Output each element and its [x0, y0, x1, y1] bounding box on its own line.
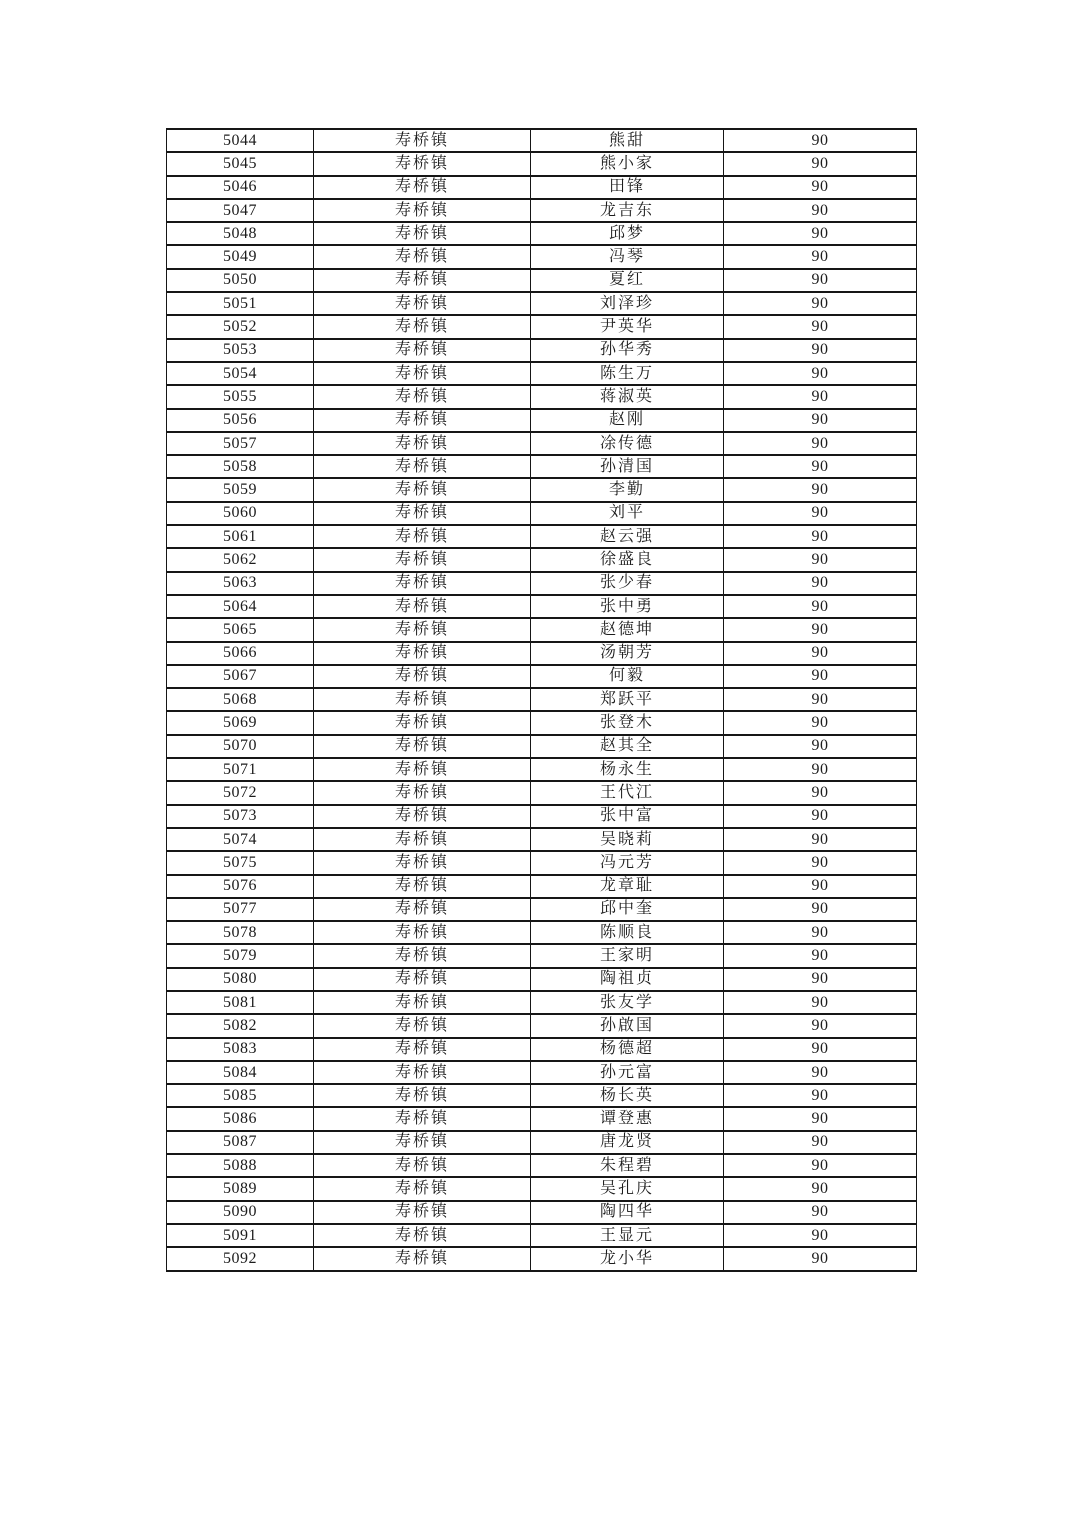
table-row: [167, 1014, 917, 1037]
table-row: [167, 618, 917, 641]
row-id-cell: 5085: [167, 1084, 314, 1107]
row-town-cell: 寿桥镇: [314, 176, 531, 199]
row-score-cell: 90: [724, 944, 917, 967]
row-id-cell: 5059: [167, 478, 314, 501]
row-town-cell: 寿桥镇: [314, 502, 531, 525]
table-row: [167, 1201, 917, 1224]
row-id-cell: 5054: [167, 362, 314, 385]
row-town-cell: 寿桥镇: [314, 1247, 531, 1270]
row-town-cell: 寿桥镇: [314, 758, 531, 781]
row-id-cell: 5074: [167, 828, 314, 851]
row-score-cell: 90: [724, 898, 917, 921]
row-id-cell: 5075: [167, 851, 314, 874]
table-row: [167, 898, 917, 921]
row-id-cell: 5068: [167, 688, 314, 711]
row-score-cell: 90: [724, 129, 917, 152]
row-town-cell: 寿桥镇: [314, 711, 531, 734]
row-id-cell: 5070: [167, 735, 314, 758]
table-row: [167, 245, 917, 268]
row-town-cell: 寿桥镇: [314, 898, 531, 921]
row-town-cell: 寿桥镇: [314, 432, 531, 455]
table-row: [167, 1061, 917, 1084]
row-id-cell: 5079: [167, 944, 314, 967]
row-id-cell: 5081: [167, 991, 314, 1014]
row-name-cell: 王代江: [531, 781, 724, 804]
table-row: [167, 1084, 917, 1107]
table-row: [167, 548, 917, 571]
row-town-cell: 寿桥镇: [314, 781, 531, 804]
row-name-cell: 尹英华: [531, 315, 724, 338]
row-name-cell: 谭登惠: [531, 1107, 724, 1130]
score-table: [166, 128, 917, 1272]
row-name-cell: 孙华秀: [531, 339, 724, 362]
row-id-cell: 5057: [167, 432, 314, 455]
table-row: [167, 478, 917, 501]
table-row: [167, 968, 917, 991]
row-score-cell: 90: [724, 642, 917, 665]
row-name-cell: 汤朝芳: [531, 642, 724, 665]
row-id-cell: 5086: [167, 1107, 314, 1130]
row-id-cell: 5060: [167, 502, 314, 525]
row-id-cell: 5046: [167, 176, 314, 199]
row-id-cell: 5090: [167, 1201, 314, 1224]
table-row: [167, 595, 917, 618]
table-row: [167, 711, 917, 734]
row-town-cell: 寿桥镇: [314, 269, 531, 292]
row-town-cell: 寿桥镇: [314, 1084, 531, 1107]
row-name-cell: 冯元芳: [531, 851, 724, 874]
row-town-cell: 寿桥镇: [314, 1201, 531, 1224]
table-row: [167, 1107, 917, 1130]
row-name-cell: 孙清国: [531, 455, 724, 478]
table-row: [167, 292, 917, 315]
row-id-cell: 5053: [167, 339, 314, 362]
row-town-cell: 寿桥镇: [314, 1224, 531, 1247]
table-row: [167, 385, 917, 408]
table-row: [167, 1131, 917, 1154]
row-name-cell: 唐龙贤: [531, 1131, 724, 1154]
row-town-cell: 寿桥镇: [314, 152, 531, 175]
table-row: [167, 781, 917, 804]
row-name-cell: 张中勇: [531, 595, 724, 618]
table-row: [167, 222, 917, 245]
row-name-cell: 赵刚: [531, 409, 724, 432]
row-score-cell: 90: [724, 991, 917, 1014]
row-score-cell: 90: [724, 665, 917, 688]
table-row: [167, 991, 917, 1014]
row-id-cell: 5045: [167, 152, 314, 175]
row-town-cell: 寿桥镇: [314, 222, 531, 245]
row-town-cell: 寿桥镇: [314, 292, 531, 315]
table-row: [167, 758, 917, 781]
row-id-cell: 5067: [167, 665, 314, 688]
row-name-cell: 陈生万: [531, 362, 724, 385]
table-row: [167, 176, 917, 199]
table-row: [167, 1224, 917, 1247]
row-town-cell: 寿桥镇: [314, 478, 531, 501]
table-row: [167, 851, 917, 874]
row-town-cell: 寿桥镇: [314, 1131, 531, 1154]
row-town-cell: 寿桥镇: [314, 339, 531, 362]
row-town-cell: 寿桥镇: [314, 828, 531, 851]
table-row: [167, 735, 917, 758]
row-score-cell: 90: [724, 176, 917, 199]
row-score-cell: 90: [724, 548, 917, 571]
row-id-cell: 5047: [167, 199, 314, 222]
row-score-cell: 90: [724, 758, 917, 781]
row-id-cell: 5056: [167, 409, 314, 432]
row-score-cell: 90: [724, 245, 917, 268]
row-score-cell: 90: [724, 432, 917, 455]
row-score-cell: 90: [724, 828, 917, 851]
row-score-cell: 90: [724, 525, 917, 548]
table-row: [167, 129, 917, 152]
row-id-cell: 5084: [167, 1061, 314, 1084]
row-id-cell: 5078: [167, 921, 314, 944]
table-row: [167, 1038, 917, 1061]
row-id-cell: 5072: [167, 781, 314, 804]
row-town-cell: 寿桥镇: [314, 688, 531, 711]
table-row: [167, 315, 917, 338]
row-town-cell: 寿桥镇: [314, 362, 531, 385]
row-id-cell: 5082: [167, 1014, 314, 1037]
table-row: [167, 828, 917, 851]
row-score-cell: 90: [724, 199, 917, 222]
row-id-cell: 5077: [167, 898, 314, 921]
row-town-cell: 寿桥镇: [314, 572, 531, 595]
table-row: [167, 455, 917, 478]
row-score-cell: 90: [724, 1131, 917, 1154]
row-score-cell: 90: [724, 1107, 917, 1130]
row-name-cell: 熊甜: [531, 129, 724, 152]
row-name-cell: 朱程碧: [531, 1154, 724, 1177]
row-id-cell: 5087: [167, 1131, 314, 1154]
row-score-cell: 90: [724, 781, 917, 804]
row-name-cell: 龙章耻: [531, 875, 724, 898]
table-row: [167, 921, 917, 944]
row-id-cell: 5091: [167, 1224, 314, 1247]
row-name-cell: 赵其全: [531, 735, 724, 758]
row-town-cell: 寿桥镇: [314, 1154, 531, 1177]
row-id-cell: 5080: [167, 968, 314, 991]
row-town-cell: 寿桥镇: [314, 409, 531, 432]
row-name-cell: 张友学: [531, 991, 724, 1014]
row-name-cell: 赵云强: [531, 525, 724, 548]
row-id-cell: 5088: [167, 1154, 314, 1177]
row-id-cell: 5048: [167, 222, 314, 245]
row-score-cell: 90: [724, 851, 917, 874]
row-name-cell: 李勤: [531, 478, 724, 501]
row-score-cell: 90: [724, 455, 917, 478]
table-row: [167, 432, 917, 455]
row-id-cell: 5064: [167, 595, 314, 618]
table-row: [167, 1154, 917, 1177]
row-town-cell: 寿桥镇: [314, 525, 531, 548]
row-name-cell: 邱中奎: [531, 898, 724, 921]
row-town-cell: 寿桥镇: [314, 245, 531, 268]
row-id-cell: 5062: [167, 548, 314, 571]
row-name-cell: 郑跃平: [531, 688, 724, 711]
row-name-cell: 吴晓莉: [531, 828, 724, 851]
table-row: [167, 525, 917, 548]
row-id-cell: 5061: [167, 525, 314, 548]
table-row: [167, 688, 917, 711]
row-name-cell: 陶四华: [531, 1201, 724, 1224]
row-town-cell: 寿桥镇: [314, 875, 531, 898]
row-score-cell: 90: [724, 595, 917, 618]
row-name-cell: 孙啟国: [531, 1014, 724, 1037]
table-row: [167, 1177, 917, 1200]
table-row: [167, 409, 917, 432]
row-score-cell: 90: [724, 711, 917, 734]
row-score-cell: 90: [724, 875, 917, 898]
row-name-cell: 何毅: [531, 665, 724, 688]
row-town-cell: 寿桥镇: [314, 1107, 531, 1130]
row-town-cell: 寿桥镇: [314, 665, 531, 688]
row-name-cell: 蒋淑英: [531, 385, 724, 408]
row-score-cell: 90: [724, 805, 917, 828]
row-score-cell: 90: [724, 921, 917, 944]
row-town-cell: 寿桥镇: [314, 595, 531, 618]
row-id-cell: 5089: [167, 1177, 314, 1200]
row-id-cell: 5050: [167, 269, 314, 292]
row-score-cell: 90: [724, 222, 917, 245]
row-score-cell: 90: [724, 1061, 917, 1084]
table-row: [167, 339, 917, 362]
row-score-cell: 90: [724, 385, 917, 408]
row-score-cell: 90: [724, 478, 917, 501]
row-id-cell: 5058: [167, 455, 314, 478]
row-name-cell: 张中富: [531, 805, 724, 828]
row-name-cell: 王家明: [531, 944, 724, 967]
row-score-cell: 90: [724, 409, 917, 432]
row-town-cell: 寿桥镇: [314, 805, 531, 828]
row-name-cell: 赵德坤: [531, 618, 724, 641]
row-town-cell: 寿桥镇: [314, 991, 531, 1014]
table-row: [167, 805, 917, 828]
table-row: [167, 665, 917, 688]
row-score-cell: 90: [724, 315, 917, 338]
row-town-cell: 寿桥镇: [314, 944, 531, 967]
row-name-cell: 徐盛良: [531, 548, 724, 571]
row-town-cell: 寿桥镇: [314, 968, 531, 991]
row-score-cell: 90: [724, 1014, 917, 1037]
row-id-cell: 5076: [167, 875, 314, 898]
row-name-cell: 杨长英: [531, 1084, 724, 1107]
table-row: [167, 572, 917, 595]
row-score-cell: 90: [724, 292, 917, 315]
table-row: [167, 944, 917, 967]
row-town-cell: 寿桥镇: [314, 385, 531, 408]
row-name-cell: 凃传德: [531, 432, 724, 455]
row-id-cell: 5065: [167, 618, 314, 641]
row-id-cell: 5049: [167, 245, 314, 268]
row-name-cell: 杨永生: [531, 758, 724, 781]
row-name-cell: 冯琴: [531, 245, 724, 268]
row-id-cell: 5069: [167, 711, 314, 734]
table-body: [167, 129, 917, 1271]
row-score-cell: 90: [724, 502, 917, 525]
row-town-cell: 寿桥镇: [314, 199, 531, 222]
row-score-cell: 90: [724, 269, 917, 292]
row-town-cell: 寿桥镇: [314, 1038, 531, 1061]
row-name-cell: 孙元富: [531, 1061, 724, 1084]
table-row: [167, 199, 917, 222]
table-row: [167, 269, 917, 292]
row-name-cell: 张登木: [531, 711, 724, 734]
row-town-cell: 寿桥镇: [314, 921, 531, 944]
row-id-cell: 5092: [167, 1247, 314, 1270]
table-row: [167, 362, 917, 385]
row-name-cell: 夏红: [531, 269, 724, 292]
row-name-cell: 杨德超: [531, 1038, 724, 1061]
row-score-cell: 90: [724, 152, 917, 175]
row-id-cell: 5052: [167, 315, 314, 338]
row-score-cell: 90: [724, 688, 917, 711]
row-name-cell: 田锋: [531, 176, 724, 199]
row-score-cell: 90: [724, 1084, 917, 1107]
row-name-cell: 龙小华: [531, 1247, 724, 1270]
row-id-cell: 5063: [167, 572, 314, 595]
row-id-cell: 5073: [167, 805, 314, 828]
row-id-cell: 5051: [167, 292, 314, 315]
row-score-cell: 90: [724, 1038, 917, 1061]
row-score-cell: 90: [724, 362, 917, 385]
row-name-cell: 张少春: [531, 572, 724, 595]
table-row: [167, 1247, 917, 1270]
row-name-cell: 王显元: [531, 1224, 724, 1247]
row-score-cell: 90: [724, 1247, 917, 1270]
row-town-cell: 寿桥镇: [314, 642, 531, 665]
row-name-cell: 吴孔庆: [531, 1177, 724, 1200]
row-score-cell: 90: [724, 1154, 917, 1177]
table-row: [167, 502, 917, 525]
row-name-cell: 熊小家: [531, 152, 724, 175]
row-town-cell: 寿桥镇: [314, 618, 531, 641]
row-name-cell: 陶祖贞: [531, 968, 724, 991]
row-id-cell: 5055: [167, 385, 314, 408]
row-town-cell: 寿桥镇: [314, 1014, 531, 1037]
row-name-cell: 刘平: [531, 502, 724, 525]
row-score-cell: 90: [724, 339, 917, 362]
row-town-cell: 寿桥镇: [314, 455, 531, 478]
row-town-cell: 寿桥镇: [314, 548, 531, 571]
row-score-cell: 90: [724, 572, 917, 595]
table-row: [167, 642, 917, 665]
row-name-cell: 龙吉东: [531, 199, 724, 222]
row-name-cell: 刘泽珍: [531, 292, 724, 315]
row-score-cell: 90: [724, 1224, 917, 1247]
row-town-cell: 寿桥镇: [314, 129, 531, 152]
row-id-cell: 5044: [167, 129, 314, 152]
row-town-cell: 寿桥镇: [314, 1061, 531, 1084]
table-row: [167, 875, 917, 898]
row-name-cell: 邱梦: [531, 222, 724, 245]
row-id-cell: 5071: [167, 758, 314, 781]
table-row: [167, 152, 917, 175]
row-town-cell: 寿桥镇: [314, 851, 531, 874]
row-id-cell: 5083: [167, 1038, 314, 1061]
row-score-cell: 90: [724, 968, 917, 991]
row-score-cell: 90: [724, 1201, 917, 1224]
row-score-cell: 90: [724, 735, 917, 758]
row-town-cell: 寿桥镇: [314, 315, 531, 338]
row-town-cell: 寿桥镇: [314, 735, 531, 758]
row-name-cell: 陈顺良: [531, 921, 724, 944]
row-score-cell: 90: [724, 1177, 917, 1200]
row-town-cell: 寿桥镇: [314, 1177, 531, 1200]
row-score-cell: 90: [724, 618, 917, 641]
row-id-cell: 5066: [167, 642, 314, 665]
